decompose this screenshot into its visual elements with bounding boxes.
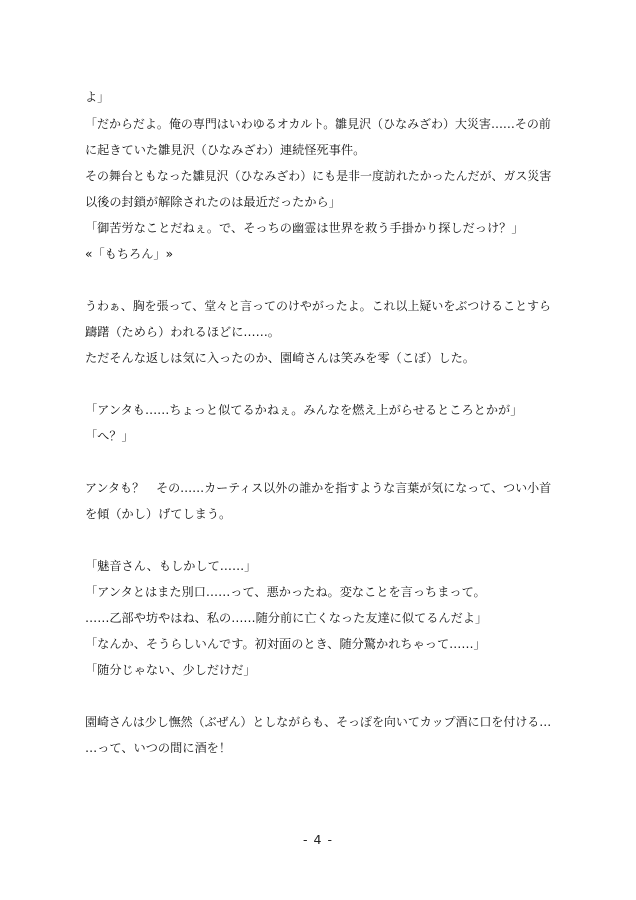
text-line: その舞台ともなった雛見沢（ひなみざわ）にも是非一度訪れたかったんだが、ガス災害 — [85, 169, 552, 183]
text-line: 園崎さんは少し憮然（ぶぜん）としながらも、そっぽを向いてカップ酒に口を付ける… — [85, 715, 552, 729]
text-line: 「随分じゃない、少しだけだ」 — [85, 663, 256, 677]
text-line: «「もちろん」» — [85, 247, 174, 261]
text-line: 「御苦労なことだねぇ。で、そっちの幽霊は世界を救う手掛かり探しだっけ？」 — [85, 221, 524, 235]
text-line: ただそんな返しは気に入ったのか、園崎さんは笑みを零（こぼ）した。 — [85, 351, 475, 365]
text-line: 躊躇（ためら）われるほどに……。 — [85, 325, 280, 339]
text-line: を傾（かし）げてしまう。 — [85, 507, 232, 521]
text-line: 「なんか、そうらしいんです。初対面のとき、随分驚かれちゃって……」 — [85, 637, 486, 651]
text-line: アンタも？ その……カーティス以外の誰かを指すような言葉が気になって、つい小首 — [85, 481, 552, 495]
text-line: うわぁ、胸を張って、堂々と言ってのけやがったよ。これ以上疑いをぶつけることすら — [85, 299, 551, 313]
text-line: 「アンタも……ちょっと似てるかねぇ。みんなを燃え上がらせるところとかが」 — [85, 403, 523, 417]
text-line: 以後の封鎖が解除されたのは最近だったから」 — [85, 195, 341, 209]
text-line: 「へ？」 — [85, 429, 134, 443]
text-line: 「だからだよ。俺の専門はいわゆるオカルト。雛見沢（ひなみざわ）大災害……その前 — [85, 117, 551, 131]
text-line: 「魅音さん、もしかして……」 — [85, 559, 257, 573]
text-line: ……乙部や坊やはね、私の……随分前に亡くなった友達に似てるんだよ」 — [85, 611, 488, 625]
text-line: に起きていた雛見沢（ひなみざわ）連続怪死事件。 — [85, 143, 366, 157]
text-line: …って、いつの間に酒を！ — [85, 741, 232, 755]
text-line: よ」 — [85, 90, 110, 104]
page-number: - 4 - — [303, 832, 333, 847]
text-line: 「アンタとはまた別口……って、悪かったね。変なことを言っちまって。 — [85, 585, 486, 599]
